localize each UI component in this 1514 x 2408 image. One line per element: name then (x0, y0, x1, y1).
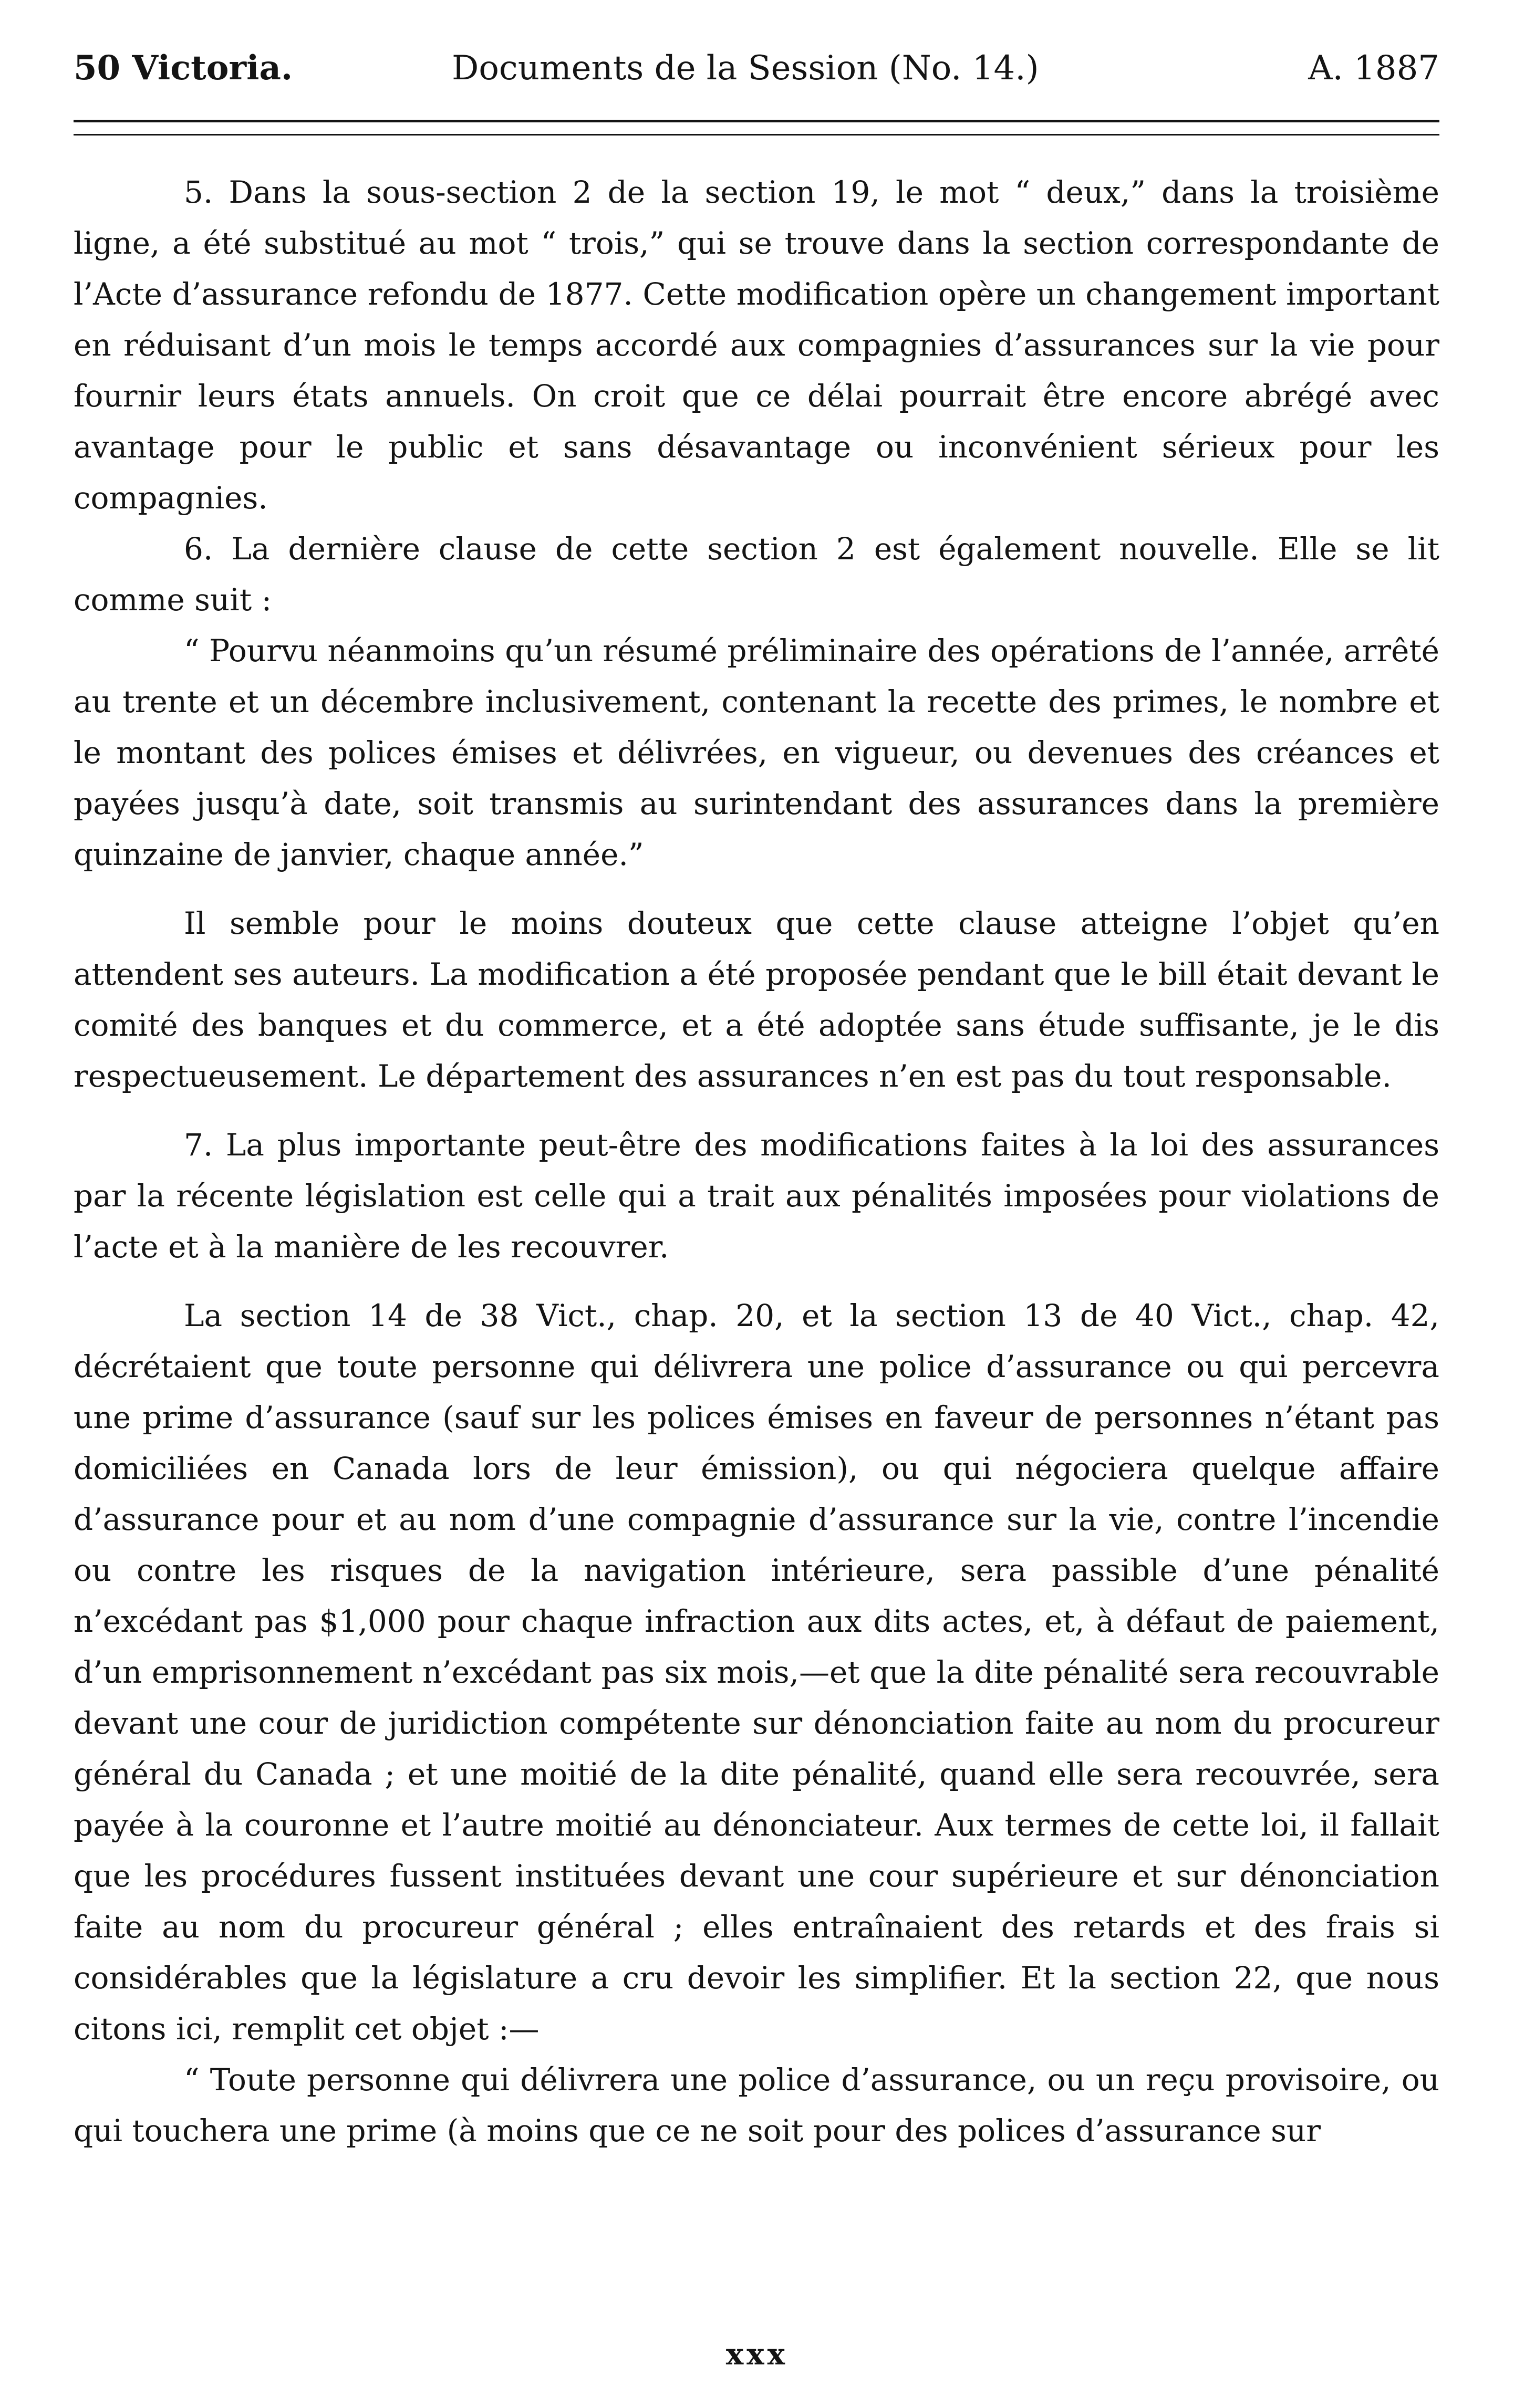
header-year: A. 1887 (1308, 49, 1439, 88)
paragraph-5: 5. Dans la sous-section 2 de la section 19, le mot “ deux,” dans la troisième ligne, a été substitué au mot “ trois,” qui se trouve dans la section correspondante de l’Acte d’assurance refondu de 1877. Cette modification opère un changement important en réduisant d’un mois le temps accordé aux compagnies d’assurances sur la vie pour fournir leurs états annuels. On croit que ce délai pourrait être encore abrégé avec avantage pour le public et sans désavantage ou inconvénient sérieux pour les compagnies. (74, 174, 1439, 516)
paragraph-penalties: La section 14 de 38 Vict., chap. 20, et la section 13 de 40 Vict., chap. 42, décrétaient que toute personne qui délivrera une police d’assurance ou qui percevra une prime d’assurance (sauf sur les polices émises en faveur de personnes n’étant pas domiciliées en Canada lors de leur émission), ou qui négociera quelque affaire d’assurance pour et au nom d’une compagnie d’assurance sur la vie, contre l’incendie ou contre les risques de la navigation intérieure, sera passible d’une pénalité n’excédant pas $1,000 pour chaque infraction aux dits actes, et, à défaut de paiement, d’un emprisonnement n’excédant pas six mois,—et que la dite pénalité sera recouvrable devant une cour de juridiction compétente sur dénonciation faite au nom du procureur général du Canada ; et une moitié de la dite pénalité, quand elle sera recouvrée, sera payée à la couronne et l’autre moitié au dénonciateur. Aux termes de cette loi, il fallait que les procédures fussent instituées devant une cour supérieure et sur dénonciation faite au nom du procureur général ; elles entraînaient des retards et des frais si considérables que la législature a cru devoir les simplifier. Et la section 22, que nous citons ici, remplit cet objet :— (74, 1298, 1439, 2047)
header-double-rule (74, 120, 1439, 135)
page-number: xxx (725, 2337, 789, 2372)
paragraph-comment: Il semble pour le moins douteux que cette clause atteigne l’objet qu’en attendent ses auteurs. La modification a été proposée pendant que le bill était devant le comité des banques et du commerce, et a été adoptée sans étude suffisante, je le dis respectueusement. Le département des assurances n’en est pas du tout responsable. (74, 905, 1439, 1094)
header-title: Documents de la Session (No. 14.) (452, 49, 1039, 88)
quoted-clause: “ Pourvu néanmoins qu’un résumé préliminaire des opérations de l’année, arrêté au trente et un décembre inclusivement, contenant la recette des primes, le nombre et le montant des polices émises et délivrées, en vigueur, ou devenues des créances et payées jusqu’à date, soit transmis au surintendant des assurances dans la première quinzaine de janvier, chaque année.” (74, 633, 1439, 872)
header-volume: 50 Victoria. (74, 48, 293, 88)
quoted-section-22: “ Toute personne qui délivrera une police d’assurance, ou un reçu provisoire, ou qui touchera une prime (à moins que ce ne soit pour des polices d’assurance sur (74, 2062, 1439, 2149)
paragraph-6: 6. La dernière clause de cette section 2 est également nouvelle. Elle se lit comme suit : (74, 531, 1439, 618)
paragraph-7: 7. La plus importante peut-être des modifications faites à la loi des assurances par la récente législation est celle qui a trait aux pénalités imposées pour violations de l’acte et à la manière de les recouvrer. (74, 1127, 1439, 1265)
running-header (74, 32, 1439, 105)
document-page (74, 32, 1439, 2156)
document-body (74, 167, 1439, 2156)
